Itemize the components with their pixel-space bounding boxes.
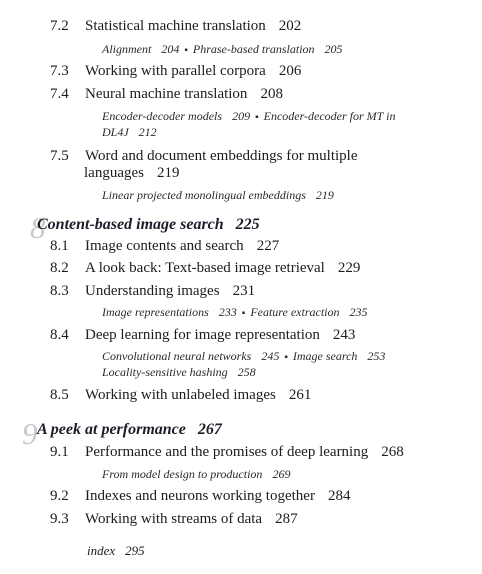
section-title: A look back: Text-based image retrieval bbox=[85, 260, 325, 276]
page-number: 219 bbox=[156, 165, 180, 181]
page-number: 268 bbox=[381, 444, 404, 460]
bullet-separator-icon: ▪ bbox=[184, 45, 188, 56]
bullet-separator-icon: ▪ bbox=[255, 112, 259, 123]
page-number: 206 bbox=[278, 63, 302, 79]
section-number: 8.3 bbox=[50, 283, 69, 299]
subsection-title[interactable]: Convolutional neural networks bbox=[102, 349, 252, 363]
subsection-title[interactable]: Feature extraction bbox=[250, 305, 340, 319]
section-title: Word and document embeddings for multiple bbox=[85, 148, 358, 164]
toc-entry-8-1[interactable] bbox=[50, 238, 279, 255]
bullet-separator-icon: ▪ bbox=[284, 352, 288, 363]
section-title: Neural machine translation bbox=[85, 86, 248, 102]
page-number: 267 bbox=[197, 421, 222, 438]
page-number: 295 bbox=[125, 543, 145, 558]
toc-subentries-9-1 bbox=[102, 467, 290, 482]
page-number: 253 bbox=[367, 349, 386, 363]
page-number: 231 bbox=[232, 283, 256, 299]
page-number: 287 bbox=[275, 511, 298, 527]
page-number: 208 bbox=[260, 86, 283, 102]
section-title: Working with streams of data bbox=[85, 511, 263, 527]
toc-entry-8-4[interactable] bbox=[50, 327, 355, 344]
toc-entry-9-3[interactable] bbox=[50, 511, 298, 528]
toc-entry-7-4[interactable] bbox=[50, 86, 283, 103]
page-number: 284 bbox=[327, 488, 351, 504]
toc-entry-9-2[interactable] bbox=[50, 488, 350, 505]
page-number: 269 bbox=[272, 467, 291, 481]
section-number: 9.3 bbox=[50, 511, 69, 527]
section-title: Statistical machine translation bbox=[85, 18, 266, 34]
subsection-title[interactable]: Image representations bbox=[102, 305, 209, 319]
page-number: 219 bbox=[315, 188, 334, 202]
toc-entry-7-2[interactable] bbox=[50, 18, 301, 35]
toc-subentries-7-2 bbox=[102, 42, 343, 57]
chapter-number: 8 bbox=[30, 210, 46, 245]
section-number: 7.2 bbox=[50, 18, 69, 34]
page-number: 204 bbox=[161, 42, 180, 56]
toc-subentries-8-4-cont bbox=[102, 365, 256, 380]
section-title: Deep learning for image representation bbox=[85, 327, 320, 343]
page-number: 225 bbox=[235, 216, 260, 233]
page-number: 235 bbox=[349, 305, 368, 319]
subsection-title[interactable]: Encoder-decoder for MT in bbox=[263, 109, 396, 123]
page-number: 233 bbox=[218, 305, 237, 319]
toc-subentries-7-5 bbox=[102, 188, 334, 203]
toc-entry-8-3[interactable] bbox=[50, 283, 255, 300]
section-title: Working with parallel corpora bbox=[85, 63, 266, 79]
toc-entry-7-5[interactable] bbox=[50, 148, 357, 165]
toc-subentries-8-3 bbox=[102, 305, 368, 320]
subsection-title[interactable]: Image search bbox=[292, 349, 358, 363]
page-number: 205 bbox=[324, 42, 343, 56]
chapter-title: Content-based image search bbox=[37, 216, 224, 233]
section-title: Working with unlabeled images bbox=[85, 387, 276, 403]
section-title: Understanding images bbox=[85, 283, 220, 299]
toc-subentries-7-4 bbox=[102, 109, 395, 124]
page-number: 243 bbox=[332, 327, 356, 343]
section-title: Indexes and neurons working together bbox=[85, 488, 315, 504]
section-number: 7.4 bbox=[50, 86, 69, 102]
toc-entry-8-2[interactable] bbox=[50, 260, 360, 277]
page-number: 212 bbox=[138, 125, 157, 139]
section-title: Performance and the promises of deep learning bbox=[85, 444, 369, 460]
section-number: 8.5 bbox=[50, 387, 69, 403]
toc-entry-8-5[interactable] bbox=[50, 387, 311, 404]
section-number: 7.3 bbox=[50, 63, 69, 79]
subsection-title[interactable]: Linear projected monolingual embeddings bbox=[102, 188, 306, 202]
index-title: index bbox=[87, 543, 116, 558]
page-number: 202 bbox=[278, 18, 302, 34]
toc-chapter-9[interactable] bbox=[37, 421, 222, 439]
toc-subentries-7-4-cont bbox=[102, 125, 157, 140]
section-title-continued: languages bbox=[84, 165, 144, 181]
subsection-title[interactable]: Phrase-based translation bbox=[192, 42, 315, 56]
subsection-title[interactable]: Locality-sensitive hashing bbox=[102, 365, 228, 379]
section-number: 9.1 bbox=[50, 444, 69, 460]
toc-entry-7-5-cont[interactable] bbox=[84, 165, 179, 182]
page-number: 258 bbox=[237, 365, 256, 379]
page-number: 227 bbox=[256, 238, 280, 254]
subsection-title[interactable]: Alignment bbox=[102, 42, 152, 56]
section-number: 8.2 bbox=[50, 260, 69, 276]
subsection-title[interactable]: Encoder-decoder models bbox=[102, 109, 223, 123]
section-number: 7.5 bbox=[50, 148, 69, 164]
subsection-title[interactable]: From model design to production bbox=[102, 467, 263, 481]
chapter-number: 9 bbox=[22, 416, 38, 451]
page-number: 229 bbox=[337, 260, 361, 276]
toc-index[interactable] bbox=[87, 543, 145, 559]
section-number: 8.1 bbox=[50, 238, 69, 254]
toc-entry-9-1[interactable] bbox=[50, 444, 404, 461]
page-number: 245 bbox=[261, 349, 280, 363]
toc-entry-7-3[interactable] bbox=[50, 63, 301, 80]
bullet-separator-icon: ▪ bbox=[241, 308, 246, 319]
subsection-title-continued[interactable]: DL4J bbox=[102, 125, 129, 139]
page-number: 209 bbox=[232, 109, 251, 123]
chapter-title: A peek at performance bbox=[37, 421, 186, 438]
toc-chapter-8[interactable] bbox=[37, 216, 260, 234]
section-number: 8.4 bbox=[50, 327, 69, 343]
section-number: 9.2 bbox=[50, 488, 69, 504]
toc-subentries-8-4 bbox=[102, 349, 385, 364]
page-number: 261 bbox=[288, 387, 312, 403]
section-title: Image contents and search bbox=[85, 238, 244, 254]
